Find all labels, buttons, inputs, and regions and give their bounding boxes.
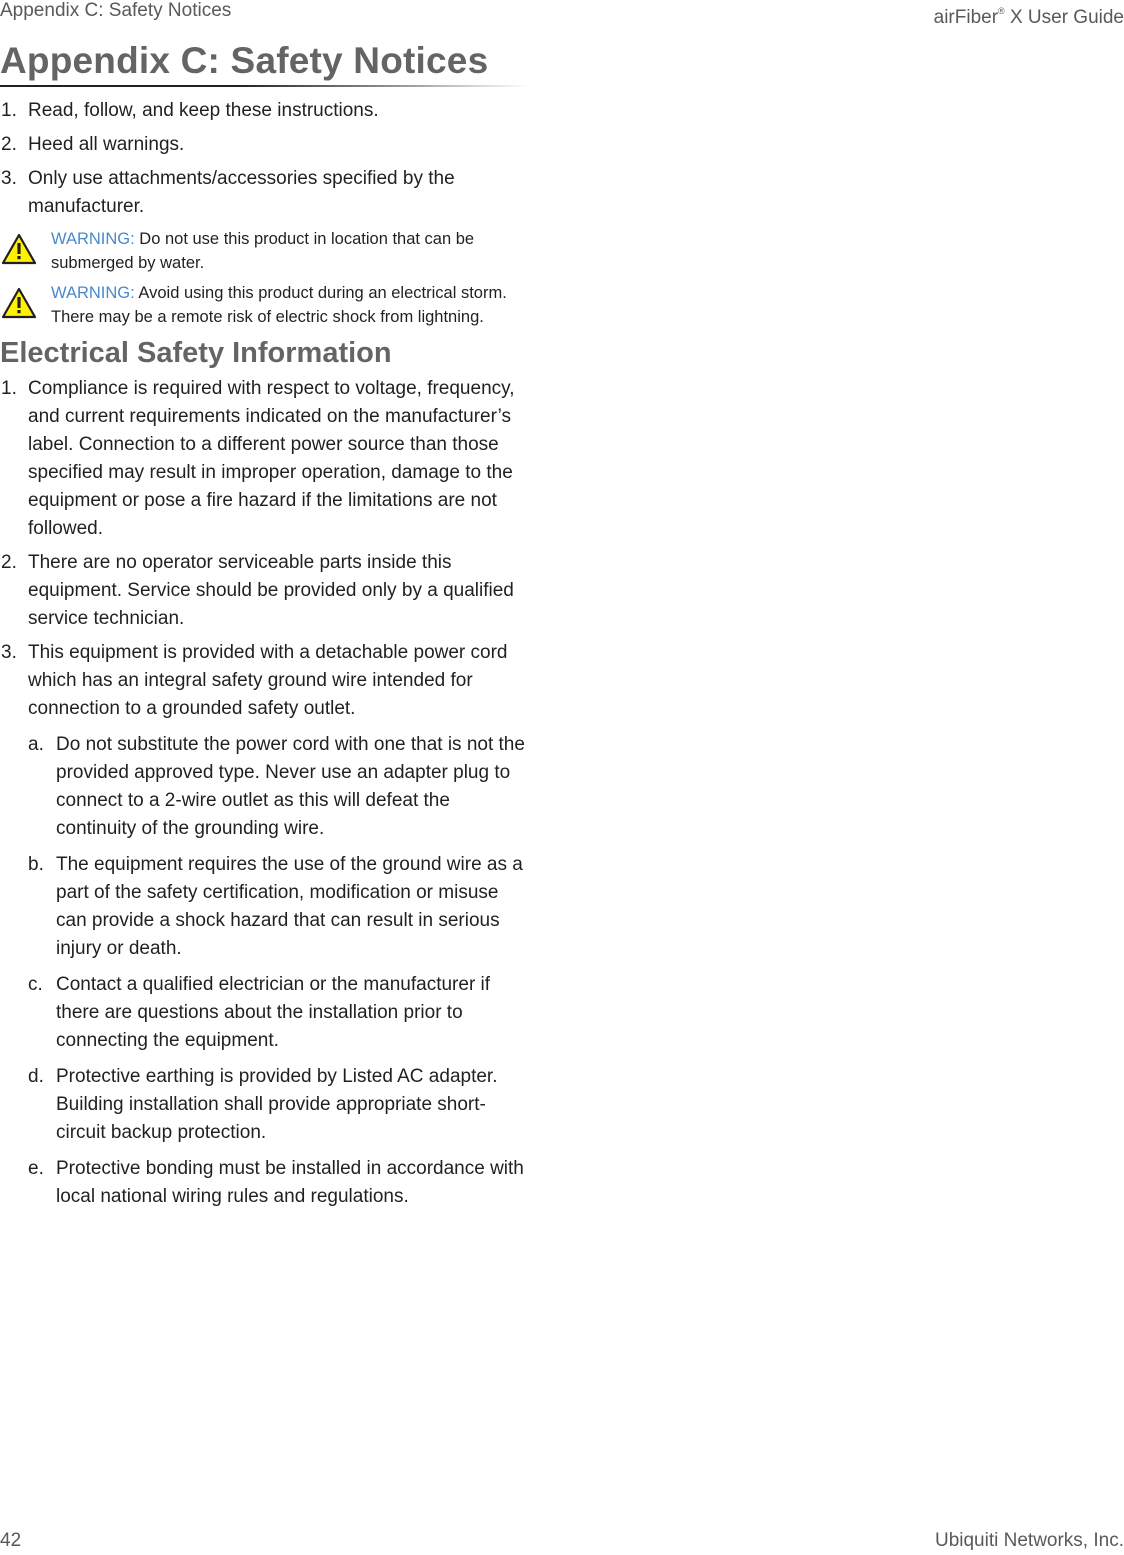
running-header-guide-title [934, 0, 1124, 29]
warning-text: Do not use this product in location that can be submerged by water. [51, 230, 475, 272]
list-text: There are no operator serviceable parts inside this equipment. Service should be provided only by a qualified service technician. [28, 552, 514, 629]
electrical-safety-list [0, 375, 528, 1211]
warning-label: WARNING: [51, 230, 135, 248]
list-number: 3. [1, 168, 17, 189]
sub-list-item [28, 851, 528, 963]
sub-list-letter: c. [28, 974, 43, 995]
sub-list-text: Do not substitute the power cord with one that is not the provided approved type. Never use an adapter plug to connect to a 2-wire outlet as this will defeat the continuity of the grounding wire. [56, 734, 525, 839]
list-text: Compliance is required with respect to voltage, frequency, and current requirements indicated on the manufacturer’s label. Connection to a different power source than those specified may result in improper operation, damage to the equipment or pose a fire hazard if the limitations are not followed. [28, 378, 515, 539]
list-text: Read, follow, and keep these instructions. [28, 100, 379, 121]
warning-triangle-icon [1, 287, 37, 319]
sub-list-text: Protective earthing is provided by Listed AC adapter. Building installation shall provide appropriate short-circuit backup protection. [56, 1066, 498, 1143]
list-item [0, 131, 528, 159]
page-number: 42 [0, 1530, 22, 1551]
sub-list-letter: e. [28, 1158, 44, 1179]
list-number: 1. [1, 100, 17, 121]
list-number: 2. [1, 134, 17, 155]
sub-list-text: Contact a qualified electrician or the manufacturer if there are questions about the installation prior to connecting the equipment. [56, 974, 491, 1051]
page-content [0, 38, 528, 1219]
sub-list-item [28, 1063, 528, 1147]
sub-list [28, 731, 528, 1211]
sub-list-text: The equipment requires the use of the ground wire as a part of the safety certification, modification or misuse can provide a shock hazard that can result in serious injury or death. [56, 854, 523, 959]
list-text: This equipment is provided with a detachable power cord which has an integral safety ground wire intended for connection to a grounded safety outlet. [28, 642, 508, 719]
list-item [0, 549, 528, 633]
warning-notice [0, 227, 528, 275]
sub-list-text: Protective bonding must be installed in accordance with local national wiring rules and regulations. [56, 1158, 524, 1207]
list-item [0, 639, 528, 1211]
list-number: 1. [1, 378, 17, 399]
registered-mark: ® [998, 6, 1005, 16]
list-text: Heed all warnings. [28, 134, 185, 155]
sub-list-letter: d. [28, 1066, 44, 1087]
warning-triangle-icon [1, 233, 37, 265]
sub-list-item [28, 971, 528, 1055]
list-item [0, 97, 528, 125]
sub-list-item [28, 1155, 528, 1211]
list-text: Only use attachments/accessories specified by the manufacturer. [28, 168, 455, 217]
list-number: 3. [1, 642, 17, 663]
sub-list-letter: b. [28, 854, 44, 875]
running-header-section: Appendix C: Safety Notices [0, 0, 232, 21]
guide-name: X User Guide [1004, 7, 1124, 28]
list-item [0, 165, 528, 221]
list-item [0, 375, 528, 543]
intro-list [0, 97, 528, 221]
warning-notice [0, 281, 528, 329]
page-title: Appendix C: Safety Notices [0, 40, 489, 81]
title-divider [0, 85, 528, 87]
sub-list-letter: a. [28, 734, 44, 755]
list-number: 2. [1, 552, 17, 573]
warning-label: WARNING: [51, 284, 135, 302]
section-title-electrical-safety: Electrical Safety Information [0, 337, 392, 369]
warning-text: Avoid using this product during an electrical storm. There may be a remote risk of electric shock from lightning. [51, 284, 507, 326]
brand-name: airFiber [933, 7, 999, 28]
sub-list-item [28, 731, 528, 843]
footer-company: Ubiquiti Networks, Inc. [934, 1530, 1124, 1551]
